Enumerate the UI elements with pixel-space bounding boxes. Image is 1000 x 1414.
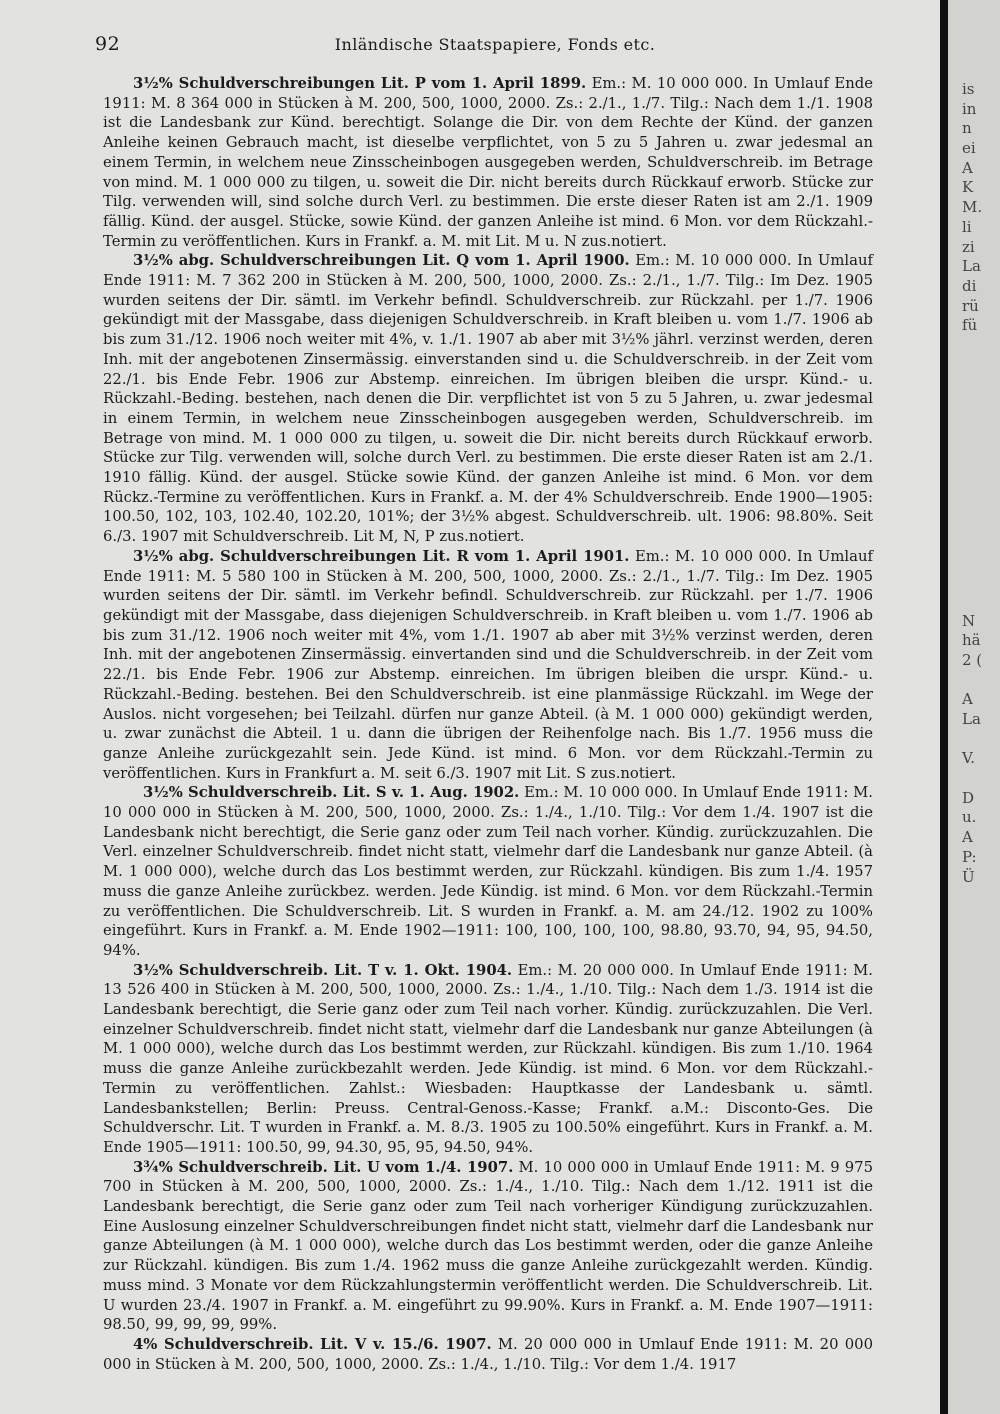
page-number: 92 <box>95 33 121 55</box>
adjacent-page-fragment: A <box>962 158 973 177</box>
bond-entry-lit-u <box>103 1158 873 1335</box>
adjacent-page-fragment <box>962 336 982 356</box>
adjacent-page-fragments <box>962 80 982 887</box>
adjacent-page-fragment: A <box>962 828 973 847</box>
bond-entry-lit-r <box>103 547 873 783</box>
adjacent-page-fragment: La <box>962 257 981 276</box>
running-title: Inländische Staatspapiere, Fonds etc. <box>334 35 656 54</box>
adjacent-page-fragment: li <box>962 217 972 236</box>
adjacent-page-fragment <box>962 730 982 750</box>
page-header <box>95 33 895 57</box>
adjacent-page-fragment <box>962 415 982 435</box>
adjacent-page-fragment <box>962 375 982 395</box>
adjacent-page-fragment <box>962 671 982 691</box>
adjacent-page-fragment <box>962 592 982 612</box>
adjacent-page-fragment: La <box>962 710 981 728</box>
entry-text: Em.: M. 10 000 000. In Umlauf Ende 1911: M. 5 580 100 in Stücken à M. 200, 500, 1000, 2000. Zs.: 2./1., 1./7. Tilg.: Im Dez. 1905 wurden seitens der Dir. sämtl. im Verkehr befindl. Schuldverschreib. zur Rückzahl. per 1./7. 1906 gekündigt mit der Massgabe, dass diejenigen Schuldverschreib. in Kraft bleiben u. vom 1./7. 1906 ab bis zum 31./12. 1906 noch weiter mit 4%, vom 1./1. 1907 ab aber mit 3½% verzinst werden, deren Inh. mit der angebotenen Zinsermässig. einvertanden sind und die Schuldverschreib. in der Zeit vom 22./1. bis Ende Febr. 1906 zur Abstemp. einreichen. Im übrigen bleiben die urspr. Künd.- u. Rückzahl.-Beding. bestehen. Bei den Schuldverschreib. ist eine planmässige Rückzahl. im Wege der Auslos. nicht vorgesehen; bei Teilzahl. dürfen nur ganze Abteil. (à M. 1 000 000) gekündigt werden, u. zwar zunächst die Abteil. 1 u. dann die übrigen der Reihenfolge nach. Bis 1./7. 1956 muss die ganze Anleihe zurückgezahlt sein. Jede Künd. ist mind. 6 Mon. vor dem Rückzahl.-Termin zu veröffentlichen. Kurs in Frankfurt a. M. seit 6./3. 1907 mit Lit. S zus.notiert. <box>103 547 873 782</box>
adjacent-page-fragment: u. <box>962 808 977 827</box>
bond-entry-lit-v <box>103 1335 873 1374</box>
adjacent-page-fragment: A <box>962 690 973 709</box>
adjacent-page-fragment: n <box>962 119 972 138</box>
entry-text: M. 20 000 000 in Umlauf Ende 1911: M. 20 000 000 in Stücken à M. 200, 500, 1000, 2000. Zs.: 1./4., 1./10. Tilg.: Vor dem 1./4. 1917 <box>103 1336 874 1373</box>
adjacent-page-fragment: Ü <box>962 867 975 886</box>
page-body <box>103 74 873 1374</box>
entry-text: Em.: M. 10 000 000. In Umlauf Ende 1911: M. 7 362 200 in Stücken à M. 200, 500, 1000, 2000. Zs.: 2./1., 1./7. Tilg.: Im Dez. 1905 wurden seitens der Dir. sämtl. im Verkehr befindl. Schuldverschreib. zur Rückzahl. per 1./7. 1906 gekündigt mit der Massgabe, dass diejenigen Schuldverschreib. in Kraft bleiben u. vom 1./7. 1906 ab bis zum 31./12. 1906 noch weiter mit 4%, v. 1./1. 1907 ab aber mit 3½% jährl. verzinst werden, deren Inh. mit der angebotenen Zinsermässig. einverstanden sind u. die Schuldverschreib. in der Zeit vom 22./1. bis Ende Febr. 1906 zur Abstemp. einreichen. Im übrigen bleiben die urspr. Künd.- u. Rückzahl.-Beding. bestehen, nach denen die Dir. verpflichtet ist von 5 zu 5 Jahren, u. zwar jedesmal in einem Termin, in welchem neue Zinsscheinbogen ausgegeben werden, Schuldverschreib. im Betrage von mind. M. 1 000 000 zu tilgen, u. soweit die Dir. nicht bereits durch Rückkauf erworb. Stücke zur Tilg. verwenden will, solche durch Verl. zu bestimmen. Die erste dieser Raten ist am 2./1. 1910 fällig. Künd. der ausgel. Stücke sowie Künd. der ganzen Anleihe ist mind. 6 Mon. vor dem Rückz.-Termine zu veröffentlichen. Kurs in Frankf. a. M. der 4% Schuldverschreib. Ende 1900—1905: 100.50, 102, 103, 102.40, 102.20, 101%; der 3½% abgest. Schuldverschreib. ult. 1906: 98.80%. Seit 6./3. 1907 mit Schuldverschreib. Lit M, N, P zus.notiert. <box>103 252 873 546</box>
entry-text: M. 10 000 000 in Umlauf Ende 1911: M. 9 975 700 in Stücken à M. 200, 500, 1000, 2000. Zs.: 1./4., 1./10. Tilg.: Nach dem 1./12. 1911 ist die Landesbank berechtigt, die Serie ganz oder zum Teil nach vorheriger Kündigung zurückzuzahlen. Eine Auslosung einzelner Schuldverschreibungen findet nicht statt, vielmehr darf die Landesbank nur ganze Abteilungen (à M. 1 000 000), welche durch das Los bestimmt werden, oder die ganze Anleihe zur Rückzahl. kündigen. Bis zum 1./4. 1962 muss die ganze Anleihe zurückgezahlt werden. Kündig. muss mind. 3 Monate vor dem Rückzahlungstermin veröffentlicht werden. Die Schuldverschreib. Lit. U wurden 23./4. 1907 in Frankf. a. M. eingeführt zu 99.90%. Kurs in Frankf. a. M. Ende 1907—1911: 98.50, 99, 99, 99, 99%. <box>103 1158 873 1334</box>
entry-text: Em.: M. 10 000 000. In Umlauf Ende 1911: M. 8 364 000 in Stücken à M. 200, 500, 1000, 2000. Zs.: 2./1., 1./7. Tilg.: Nach dem 1./1. 1908 ist die Landesbank zur Künd. berechtigt. Solange die Dir. von dem Rechte der Künd. der ganzen Anleihe keinen Gebrauch macht, ist dieselbe verpflichtet, von 5 zu 5 Jahren u. zwar jedesmal an einem Termin, in welchem neue Zinsscheinbogen ausgegeben werden, Schuldverschreib. im Betrage von mind. M. 1 000 000 zu tilgen, u. soweit die Dir. nicht bereits durch Rückkauf erworb. Stücke zur Tilg. verwenden will, sind solche durch Verl. zu bestimmen. Die erste dieser Raten ist am 2./1. 1909 fällig. Künd. der ausgel. Stücke, sowie Künd. der ganzen Anleihe ist mind. 6 Mon. vor dem Rückzahl.-Termin zu veröffentlichen. Kurs in Frankf. a. M. mit Lit. M u. N zus.notiert. <box>103 75 873 250</box>
adjacent-page-fragment: in <box>962 99 977 118</box>
adjacent-page-fragment <box>962 493 982 513</box>
adjacent-page-fragment: V. <box>962 749 975 768</box>
adjacent-page-fragment: hä <box>962 631 981 650</box>
bond-entry-lit-s <box>103 783 873 960</box>
adjacent-page-fragment: 2 ( <box>962 650 983 669</box>
entry-heading: 3½% abg. Schuldverschreibungen Lit. R vom 1. April 1901. <box>133 547 630 565</box>
adjacent-page-fragment: is <box>962 80 975 98</box>
entry-heading: 3½% abg. Schuldverschreibungen Lit. Q vom 1. April 1900. <box>133 252 630 270</box>
adjacent-page-fragment: N <box>962 611 976 630</box>
bond-entry-lit-p <box>103 74 873 251</box>
bond-entry-lit-t <box>103 961 873 1158</box>
bond-entry-lit-q <box>103 251 873 547</box>
adjacent-page-fragment: P: <box>962 847 977 866</box>
entry-heading: 3¾% Schuldverschreib. Lit. U vom 1./4. 1907. <box>133 1158 514 1176</box>
adjacent-page-fragment: rü <box>962 296 979 315</box>
adjacent-page-fragment: di <box>962 276 977 295</box>
adjacent-page-fragment <box>962 474 982 494</box>
adjacent-page-fragment: D <box>962 788 975 807</box>
entry-text: Em.: M. 20 000 000. In Umlauf Ende 1911: M. 13 526 400 in Stücken à M. 200, 500, 1000, 2000. Zs.: 1./4., 1./10. Tilg.: Nach dem 1./3. 1914 ist die Landesbank berechtigt, die Serie ganz oder zum Teil nach vorher. Kündig. zurückzuzahlen. Die Verl. einzelner Schuldverschreib. findet nicht statt, vielmehr darf die Landesbank nur ganze Abteilungen (à M. 1 000 000), welche durch das Los bestimmt werden, zur Rückzahl. kündigen. Bis zum 1./10. 1964 muss die ganze Anleihe zurückbezahlt werden. Jede Kündig. ist mind. 6 Mon. vor dem Rückzahl.-Termin zu veröffentlichen. Zahlst.: Wiesbaden: Hauptkasse der Landesbank u. sämtl. Landesbankstellen; Berlin: Preuss. Central-Genoss.-Kasse; Frankf. a.M.: Disconto-Ges. Die Schuldverschr. Lit. T wurden in Frankf. a. M. 8./3. 1905 zu 100.50% eingeführt. Kurs in Frankf. a. M. Ende 1905—1911: 100.50, 99, 94.30, 95, 95, 94.50, 94%. <box>103 961 873 1156</box>
adjacent-page-fragment: M. <box>962 198 983 217</box>
entry-heading: 3½% Schuldverschreib. Lit. T v. 1. Okt. 1904. <box>133 961 513 979</box>
adjacent-page-fragment <box>962 553 982 573</box>
adjacent-page-fragment <box>962 454 982 474</box>
entry-text: Em.: M. 10 000 000. In Umlauf Ende 1911: M. 10 000 000 in Stücken à M. 200, 500, 1000, 2000. Zs.: 1./4., 1./10. Tilg.: Vor dem 1./4. 1907 ist die Landesbank nicht berechtigt, die Serie ganz oder zum Teil nach vorher. Kündig. zurückzuzahlen. Die Verl. einzelner Schuldverschreib. findet nicht statt, vielmehr darf die Landesbank nur ganze Abteil. (à M. 1 000 000), welche durch das Los bestimmt werden, zur Rückzahl. kündigen. Bis zum 1./4. 1957 muss die ganze Anleihe zurückbez. werden. Jede Kündig. ist mind. 6 Mon. vor dem Rückzahl.-Termin zu veröffentlichen. Die Schuldverschreib. Lit. S wurden in Frankf. a. M. am 24./12. 1902 zu 100% eingeführt. Kurs in Frankf. a. M. Ende 1902—1911: 100, 100, 100, 100, 98.80, 93.70, 94, 95, 94.50, 94%. <box>103 784 873 959</box>
adjacent-page-edge <box>940 0 1000 1414</box>
entry-heading: 4% Schuldverschreib. Lit. V v. 15./6. 1907. <box>133 1336 492 1353</box>
adjacent-page-fragment <box>962 533 982 553</box>
adjacent-page-fragment: K <box>962 178 974 197</box>
adjacent-page-fragment: fü <box>962 316 978 335</box>
adjacent-page-fragment <box>962 769 982 789</box>
adjacent-page-fragment <box>962 356 982 376</box>
adjacent-page-fragment <box>962 395 982 415</box>
adjacent-page-fragment <box>962 572 982 592</box>
adjacent-page-fragment <box>962 434 982 454</box>
entry-heading: 3½% Schuldverschreib. Lit. S v. 1. Aug. 1902. <box>143 784 520 802</box>
adjacent-page-fragment: zi <box>962 237 975 256</box>
adjacent-page-fragment: ei <box>962 139 976 158</box>
adjacent-page-fragment <box>962 513 982 533</box>
entry-heading: 3½% Schuldverschreibungen Lit. P vom 1. April 1899. <box>133 75 587 92</box>
